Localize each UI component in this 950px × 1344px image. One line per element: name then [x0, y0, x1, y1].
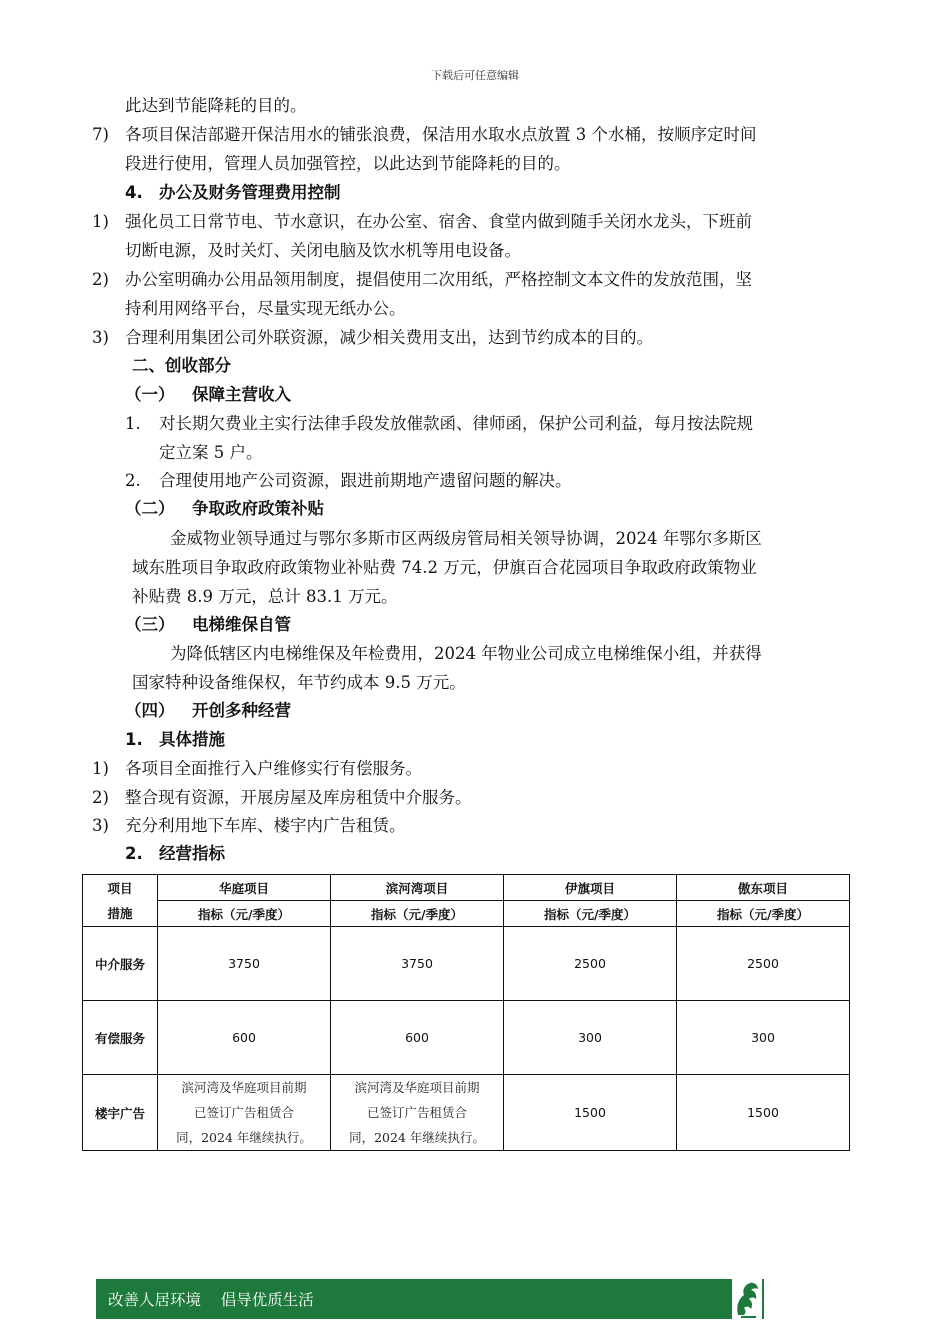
- paragraph-line: [132, 586, 397, 608]
- table-row: [83, 1001, 850, 1075]
- row-label: 楼宇广告: [83, 1075, 158, 1151]
- line-text: 定立案 5 户。: [159, 443, 263, 462]
- chapter-heading: [132, 355, 231, 377]
- line-text: 补贴费 8.9 万元，总计 83.1 万元。: [132, 587, 398, 606]
- line-text: 域东胜项目争取政府政策物业补贴费 74.2 万元，伊旗百合花园项目争取政府政策物业: [132, 558, 757, 577]
- section-heading: [125, 182, 341, 204]
- table-note-cell: [158, 1075, 331, 1151]
- sub-heading-title: 具体措施: [159, 730, 225, 749]
- text-line: [125, 240, 521, 262]
- paragraph-line: [132, 672, 466, 694]
- table-corner-top: 项目: [83, 875, 158, 901]
- line-text: 此达到节能降耗的目的。: [125, 96, 307, 115]
- sub-heading-number: 2.: [125, 844, 143, 863]
- project-header: 华庭项目: [158, 875, 331, 901]
- subsection-heading: [125, 614, 291, 636]
- unit-label: 指标（元/季度）: [158, 901, 331, 927]
- list-item: [92, 211, 752, 233]
- line-text: 国家特种设备维保权，年节约成本 9.5 万元。: [132, 673, 466, 692]
- project-header: 滨河湾项目: [331, 875, 504, 901]
- subsection-heading: [125, 700, 291, 722]
- section-number: 4.: [125, 183, 143, 202]
- project-header: 伊旗项目: [504, 875, 677, 901]
- list-item: [92, 758, 422, 780]
- line-text: 整合现有资源，开展房屋及库房租赁中介服务。: [125, 788, 472, 807]
- table-note-cell: [331, 1075, 504, 1151]
- table-cell: 2500: [677, 927, 850, 1001]
- text-line: [125, 95, 307, 117]
- footer-slogan: 改善人居环境 倡导优质生活: [108, 1291, 314, 1309]
- chapter-title: 二、创收部分: [132, 356, 231, 375]
- subsection-number: （四）: [125, 701, 175, 720]
- list-item: [125, 413, 753, 435]
- subsection-number: （三）: [125, 615, 175, 634]
- note-line: 滨河湾及华庭项目前期: [354, 1080, 480, 1095]
- line-text: 持利用网络平台，尽量实现无纸办公。: [125, 299, 406, 318]
- unit-label: 指标（元/季度）: [677, 901, 850, 927]
- list-item: [92, 787, 472, 809]
- list-item: [92, 327, 653, 349]
- paragraph-line: [170, 643, 762, 665]
- operating-targets-table: [82, 874, 850, 1151]
- text-line: [159, 442, 263, 464]
- text-line: [125, 298, 406, 320]
- note-line: 已签订广告租赁合: [193, 1105, 294, 1120]
- table-cell: 3750: [158, 927, 331, 1001]
- list-number: 2.: [125, 471, 141, 490]
- row-label: 有偿服务: [83, 1001, 158, 1075]
- line-text: 充分利用地下车库、楼宇内广告租赁。: [125, 816, 406, 835]
- subsection-heading: [125, 384, 291, 406]
- line-text: 金威物业领导通过与鄂尔多斯市区两级房管局相关领导协调，2024 年鄂尔多斯区: [170, 529, 762, 548]
- list-number: 1): [92, 212, 109, 231]
- subsection-number: （一）: [125, 385, 175, 404]
- table-cell: 300: [677, 1001, 850, 1075]
- list-number: 2): [92, 788, 109, 807]
- list-item: [92, 124, 757, 146]
- list-number: 1): [92, 759, 109, 778]
- table-cell: 1500: [504, 1075, 677, 1151]
- line-text: 对长期欠费业主实行法律手段发放催款函、律师函，保护公司利益，每月按法院规: [159, 414, 753, 433]
- list-number: 7): [92, 125, 109, 144]
- list-number: 2): [92, 270, 109, 289]
- project-header: 傲东项目: [677, 875, 850, 901]
- note-line: 滨河湾及华庭项目前期: [181, 1080, 307, 1095]
- line-text: 合理利用集团公司外联资源，减少相关费用支出，达到节约成本的目的。: [125, 328, 653, 347]
- list-number: 3): [92, 328, 109, 347]
- line-text: 合理使用地产公司资源，跟进前期地产遗留问题的解决。: [159, 471, 572, 490]
- table-cell: 300: [504, 1001, 677, 1075]
- line-text: 办公室明确办公用品领用制度，提倡使用二次用纸，严格控制文本文件的发放范围，坚: [125, 270, 752, 289]
- unit-label: 指标（元/季度）: [504, 901, 677, 927]
- table-cell: 600: [331, 1001, 504, 1075]
- line-text: 各项目全面推行入户维修实行有偿服务。: [125, 759, 422, 778]
- sub-heading-title: 经营指标: [159, 844, 225, 863]
- subsection-title: 电梯维保自管: [192, 615, 291, 634]
- row-label: 中介服务: [83, 927, 158, 1001]
- line-text: 强化员工日常节电、节水意识，在办公室、宿舍、食堂内做到随手关闭水龙头，下班前: [125, 212, 752, 231]
- subsection-title: 开创多种经营: [192, 701, 291, 720]
- text-line: [125, 153, 571, 175]
- line-text: 为降低辖区内电梯维保及年检费用，2024 年物业公司成立电梯维保小组，并获得: [170, 644, 762, 663]
- table-row: [83, 927, 850, 1001]
- subsection-heading: [125, 498, 324, 520]
- subsection-title: 保障主营收入: [192, 385, 291, 404]
- table-unit-row: [83, 901, 850, 927]
- section-title: 办公及财务管理费用控制: [159, 183, 341, 202]
- lion-logo-icon: [732, 1277, 762, 1321]
- table-cell: 600: [158, 1001, 331, 1075]
- paragraph-line: [132, 557, 757, 579]
- note-line: 同，2024 年继续执行。: [349, 1130, 485, 1145]
- table-cell: 2500: [504, 927, 677, 1001]
- list-number: 3): [92, 816, 109, 835]
- note-line: 已签订广告租赁合: [366, 1105, 467, 1120]
- subsection-number: （二）: [125, 499, 175, 518]
- page-header-note: 下载后可任意编辑: [431, 69, 519, 82]
- table-row: [83, 1075, 850, 1151]
- list-item: [125, 470, 572, 492]
- table-corner-bottom: 措施: [83, 901, 158, 927]
- table-cell: 1500: [677, 1075, 850, 1151]
- note-line: 同，2024 年继续执行。: [176, 1130, 312, 1145]
- line-text: 段进行使用，管理人员加强管控，以此达到节能降耗的目的。: [125, 154, 571, 173]
- unit-label: 指标（元/季度）: [331, 901, 504, 927]
- table-header-row: [83, 875, 850, 901]
- list-item: [92, 815, 406, 837]
- sub-heading: [125, 843, 225, 865]
- subsection-title: 争取政府政策补贴: [192, 499, 324, 518]
- list-number: 1.: [125, 414, 141, 433]
- sub-heading: [125, 729, 225, 751]
- line-text: 各项目保洁部避开保洁用水的铺张浪费，保洁用水取水点放置 3 个水桶，按顺序定时间: [125, 125, 757, 144]
- line-text: 切断电源，及时关灯、关闭电脑及饮水机等用电设备。: [125, 241, 521, 260]
- footer-banner: [96, 1279, 764, 1319]
- paragraph-line: [170, 528, 762, 550]
- table-cell: 3750: [331, 927, 504, 1001]
- list-item: [92, 269, 752, 291]
- sub-heading-number: 1.: [125, 730, 143, 749]
